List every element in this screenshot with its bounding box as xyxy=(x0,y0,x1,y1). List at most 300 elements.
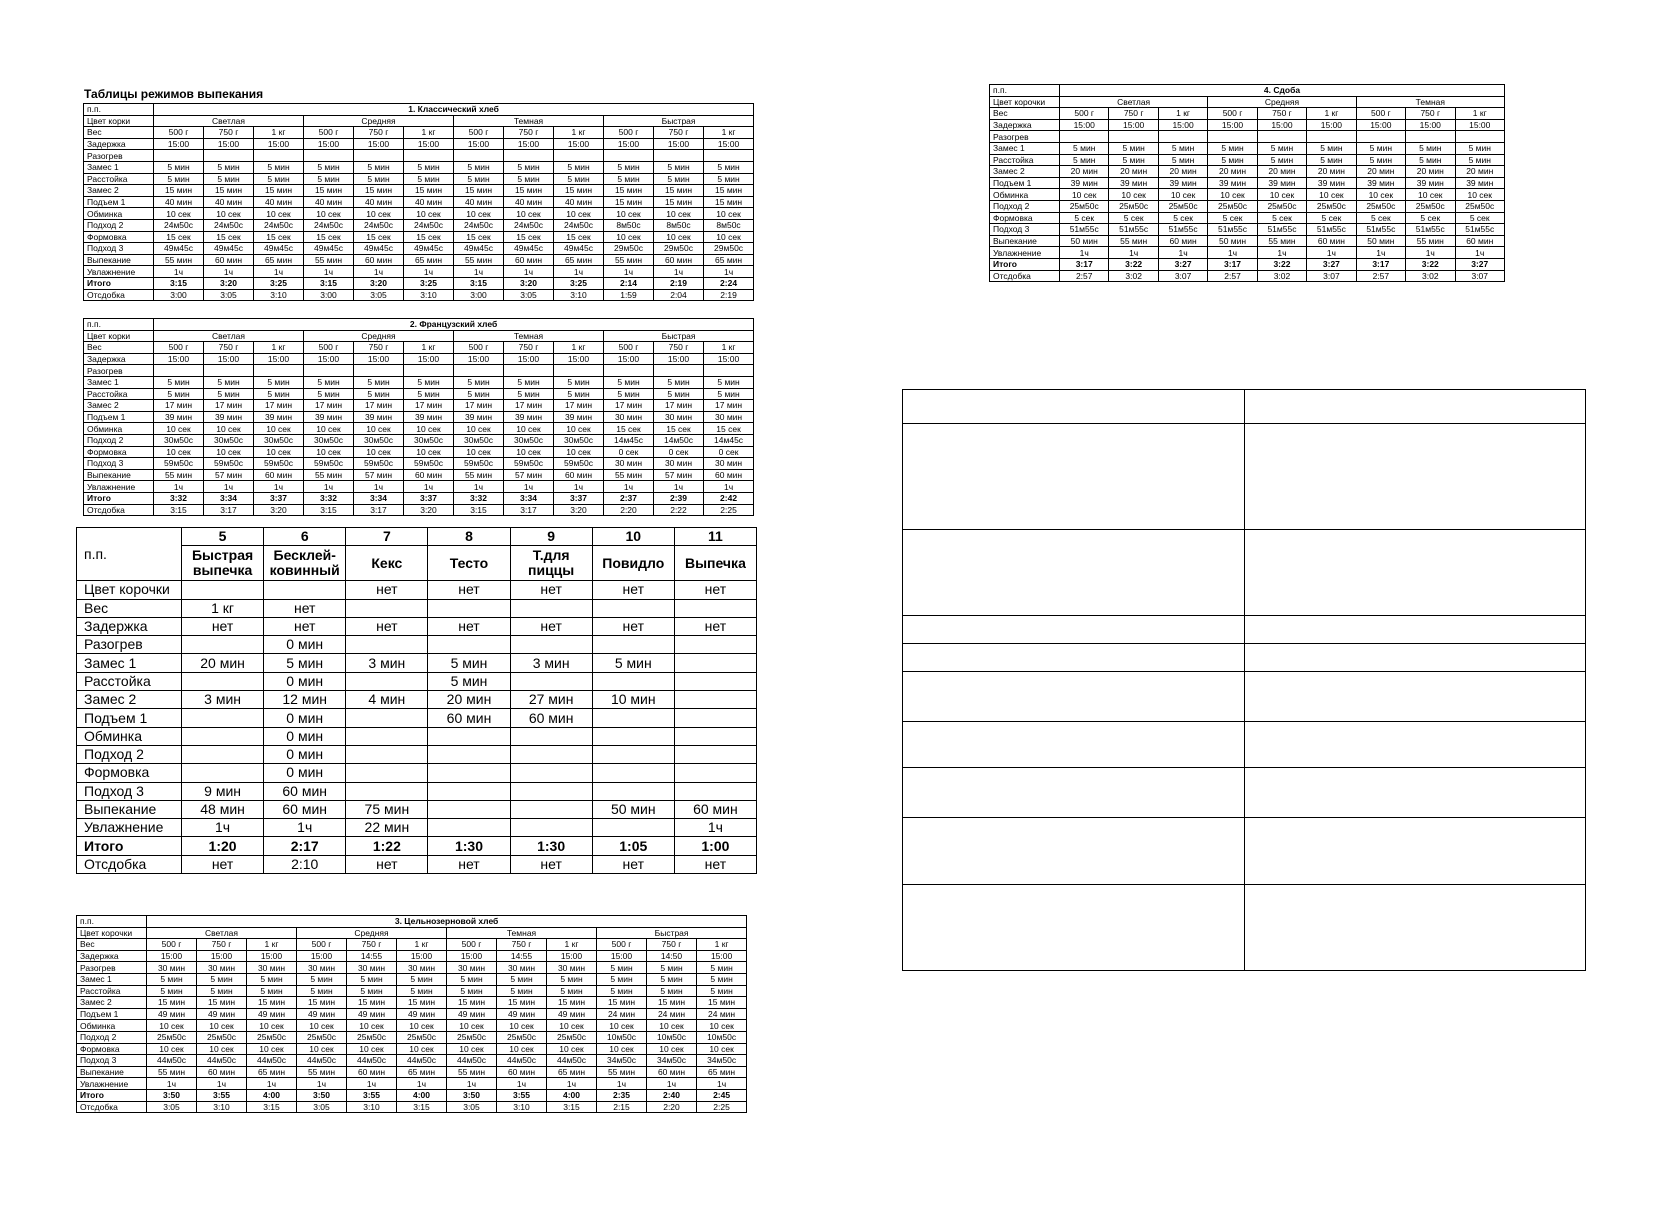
table-cell: 15:00 xyxy=(304,138,354,150)
empty-grid-row xyxy=(903,616,1586,644)
table-cell: 5 мин xyxy=(447,985,497,997)
header-label: п.п. xyxy=(84,319,154,331)
table-cell: 10 сек xyxy=(304,446,354,458)
table-cell: 60 мин xyxy=(504,254,554,266)
table-cell xyxy=(182,581,264,599)
table-cell: 1 кг xyxy=(547,939,597,951)
table-cell: 5 мин xyxy=(404,376,454,388)
table-cell: 3:22 xyxy=(1109,258,1158,270)
table-cell: 15:00 xyxy=(304,353,354,365)
table-cell: нет xyxy=(346,855,428,873)
table-cell: 50 мин xyxy=(592,800,674,818)
row-label: Расстойка xyxy=(77,985,147,997)
table-cell: 65 мин xyxy=(254,254,304,266)
table-cell: 500 г xyxy=(454,127,504,139)
table-cell xyxy=(704,150,754,162)
table-cell xyxy=(1158,131,1207,143)
table-cell: 5 сек xyxy=(1356,212,1405,224)
table-cell xyxy=(654,150,704,162)
table-cell: 15:00 xyxy=(154,138,204,150)
table-cell: 30 мин xyxy=(247,962,297,974)
table-row xyxy=(84,196,754,208)
empty-grid-row xyxy=(903,672,1586,722)
table-cell: 10 сек xyxy=(147,1043,197,1055)
table-cell: 15 сек xyxy=(554,231,604,243)
table-cell: 30 мин xyxy=(397,962,447,974)
table-row xyxy=(990,119,1505,131)
table-cell: 2:40 xyxy=(647,1089,697,1101)
row-label: Обминка xyxy=(77,1020,147,1032)
table-cell: 1ч xyxy=(1307,247,1356,259)
empty-cell xyxy=(1244,672,1586,722)
table-cell: 25м50с xyxy=(1257,200,1306,212)
table-cell: 51м55с xyxy=(1307,224,1356,236)
table-cell: 0 мин xyxy=(264,709,346,727)
table-cell: 50 мин xyxy=(1356,235,1405,247)
row-label: Отсдобка xyxy=(77,855,182,873)
table-cell: 3 мин xyxy=(182,691,264,709)
table-cell: 10 сек xyxy=(704,208,754,220)
table-cell: 5 мин xyxy=(197,985,247,997)
table-row xyxy=(990,235,1505,247)
table-cell: 5 мин xyxy=(1158,142,1207,154)
table-cell: 15:00 xyxy=(447,950,497,962)
table-cell: 3:34 xyxy=(204,492,254,504)
table-cell: 15 мин xyxy=(247,997,297,1009)
table-cell: 15 сек xyxy=(204,231,254,243)
table-cell: нет xyxy=(264,617,346,635)
table-cell: 5 мин xyxy=(297,985,347,997)
table-cell: 49м45с xyxy=(504,243,554,255)
row-label: Увлажнение xyxy=(990,247,1060,259)
table-cell: 5 мин xyxy=(447,973,497,985)
table-cell: 10 сек xyxy=(254,208,304,220)
table-cell: 4 мин xyxy=(346,691,428,709)
table-cell: 5 мин xyxy=(1060,154,1109,166)
table-cell: 15 мин xyxy=(697,997,747,1009)
row-label: Задержка xyxy=(990,119,1060,131)
table-cell: 57 мин xyxy=(354,469,404,481)
table-cell: нет xyxy=(428,617,510,635)
table-cell: 65 мин xyxy=(397,1066,447,1078)
table-cell xyxy=(1109,131,1158,143)
table-cell xyxy=(346,764,428,782)
table-cell: 5 мин xyxy=(397,985,447,997)
empty-cell xyxy=(903,885,1245,971)
table-cell: 17 мин xyxy=(404,400,454,412)
table-cell: 15:00 xyxy=(154,353,204,365)
row-label: Подход 2 xyxy=(77,745,182,763)
table-row xyxy=(84,127,754,139)
table-row xyxy=(84,289,754,301)
table-cell: 3:15 xyxy=(304,504,354,516)
table-cell: 5 мин xyxy=(504,161,554,173)
table-cell: 5 мин xyxy=(547,973,597,985)
table-cell: нет xyxy=(592,581,674,599)
table-cell xyxy=(674,709,756,727)
table-row xyxy=(84,446,754,458)
table-cell: 10 сек xyxy=(204,208,254,220)
table-cell: 60 мин xyxy=(554,469,604,481)
table-cell: нет xyxy=(592,855,674,873)
table-cell xyxy=(346,782,428,800)
table-cell: 1 кг xyxy=(247,939,297,951)
table-cell: 25м50с xyxy=(1406,200,1455,212)
table-cell: 10 сек xyxy=(404,208,454,220)
table-cell: 59м50с xyxy=(204,458,254,470)
table-cell: 39 мин xyxy=(1455,177,1505,189)
program-name: Кекс xyxy=(346,546,428,581)
table-cell: 3:07 xyxy=(1455,270,1505,282)
table-row xyxy=(77,1008,747,1020)
table-cell: 0 сек xyxy=(604,446,654,458)
table-row xyxy=(84,504,754,516)
table-row xyxy=(84,266,754,278)
table-cell: 49м45с xyxy=(254,243,304,255)
table-cell: 48 мин xyxy=(182,800,264,818)
table-cell: 1ч xyxy=(654,266,704,278)
table-cell: 10 сек xyxy=(354,208,404,220)
table-cell: 39 мин xyxy=(454,411,504,423)
table-cell: 1ч xyxy=(554,481,604,493)
table-cell: 2:04 xyxy=(654,289,704,301)
table-cell: 1ч xyxy=(504,266,554,278)
table-cell: 1ч xyxy=(397,1078,447,1090)
table-cell: 10 сек xyxy=(547,1043,597,1055)
table-cell: 15:00 xyxy=(654,138,704,150)
program-number: 11 xyxy=(674,528,756,546)
row-label: Задержка xyxy=(84,353,154,365)
row-label: Разогрев xyxy=(77,962,147,974)
table-cell: 3:17 xyxy=(204,504,254,516)
table-cell: 55 мин xyxy=(604,469,654,481)
table-cell: 15:00 xyxy=(697,950,747,962)
table-cell: 3:07 xyxy=(1307,270,1356,282)
table-cell: 15:00 xyxy=(397,950,447,962)
table-cell: 750 г xyxy=(197,939,247,951)
table-cell: 10 сек xyxy=(204,446,254,458)
row-label: Замес 2 xyxy=(77,997,147,1009)
row-label: Выпекание xyxy=(990,235,1060,247)
table-cell: 5 мин xyxy=(554,388,604,400)
table-cell: нет xyxy=(510,855,592,873)
table-cell xyxy=(654,365,704,377)
table-cell: 5 мин xyxy=(404,173,454,185)
table-cell: 44м50с xyxy=(447,1055,497,1067)
table-title: 2. Французский хлеб xyxy=(154,319,754,331)
table-cell: 15:00 xyxy=(704,138,754,150)
table-cell: 14м50с xyxy=(654,434,704,446)
table-cell: 5 мин xyxy=(354,161,404,173)
row-label: Расстойка xyxy=(84,173,154,185)
row-label: Замес 2 xyxy=(990,166,1060,178)
table-cell: 15:00 xyxy=(504,353,554,365)
table-cell: 15:00 xyxy=(704,353,754,365)
table-cell: 10 мин xyxy=(592,691,674,709)
table-cell: 60 мин xyxy=(264,782,346,800)
table-cell: 5 сек xyxy=(1208,212,1257,224)
table-cell: 5 мин xyxy=(254,376,304,388)
table-cell: 3:17 xyxy=(1208,258,1257,270)
row-label: Формовка xyxy=(84,446,154,458)
table-cell: 10 сек xyxy=(597,1043,647,1055)
table-cell: 15:00 xyxy=(654,353,704,365)
table-cell: 1ч xyxy=(264,819,346,837)
crust-group-header: Светлая xyxy=(154,330,304,342)
table-cell: 40 мин xyxy=(204,196,254,208)
table-cell: нет xyxy=(346,581,428,599)
row-label: Подход 2 xyxy=(84,219,154,231)
table-cell xyxy=(674,599,756,617)
row-label: Подход 2 xyxy=(84,434,154,446)
table-cell: 5 мин xyxy=(1257,142,1306,154)
table-cell: 5 мин xyxy=(354,388,404,400)
table-cell: 2:19 xyxy=(704,289,754,301)
table-cell: 3:15 xyxy=(454,277,504,289)
table-cell: 1ч xyxy=(447,1078,497,1090)
table-cell: 15:00 xyxy=(604,138,654,150)
table-cell: 3:20 xyxy=(554,504,604,516)
table-cell: 3:27 xyxy=(1307,258,1356,270)
table-cell xyxy=(346,709,428,727)
row-label: Подъем 1 xyxy=(990,177,1060,189)
table-cell xyxy=(592,599,674,617)
table-cell: 10 сек xyxy=(1109,189,1158,201)
table-cell xyxy=(1208,131,1257,143)
table-cell: 25м50с xyxy=(547,1031,597,1043)
table-cell: 17 мин xyxy=(304,400,354,412)
table-cell: 30 мин xyxy=(347,962,397,974)
table-cell: 10м50с xyxy=(647,1031,697,1043)
program-name: Повидло xyxy=(592,546,674,581)
table-row xyxy=(990,142,1505,154)
row-label: Выпекание xyxy=(77,800,182,818)
table-cell: 10 сек xyxy=(1406,189,1455,201)
table-cell xyxy=(674,654,756,672)
table-cell: 3:55 xyxy=(197,1089,247,1101)
table-cell: 30м50с xyxy=(354,434,404,446)
table-cell: 1 кг xyxy=(182,599,264,617)
table-cell: 500 г xyxy=(154,342,204,354)
crust-group-header: Средняя xyxy=(304,115,454,127)
table-cell: 1ч xyxy=(182,819,264,837)
empty-cell xyxy=(903,390,1245,424)
table-cell: 15 мин xyxy=(447,997,497,1009)
table-cell: 5 мин xyxy=(554,376,604,388)
table-cell: 20 мин xyxy=(1356,166,1405,178)
row-label: Задержка xyxy=(84,138,154,150)
table-cell: 10 сек xyxy=(1356,189,1405,201)
table-cell: 40 мин xyxy=(404,196,454,208)
table-cell: 1ч xyxy=(1356,247,1405,259)
table-cell: 27 мин xyxy=(510,691,592,709)
table-cell: 5 мин xyxy=(1158,154,1207,166)
row-label: Вес xyxy=(77,939,147,951)
table-cell: 10 сек xyxy=(1307,189,1356,201)
table-row xyxy=(77,654,757,672)
table-cell: 10 сек xyxy=(547,1020,597,1032)
table-row xyxy=(77,939,747,951)
table-cell: 17 мин xyxy=(354,400,404,412)
table-row xyxy=(84,243,754,255)
table-row xyxy=(84,219,754,231)
table-cell: 500 г xyxy=(1060,108,1109,120)
table-french-bread xyxy=(83,318,754,516)
table-cell: 3:17 xyxy=(354,504,404,516)
program-number: 7 xyxy=(346,528,428,546)
table-cell: 10 сек xyxy=(654,208,704,220)
table-cell: 24м50с xyxy=(404,219,454,231)
table-row xyxy=(84,277,754,289)
empty-cell xyxy=(903,530,1245,616)
row-label: Итого xyxy=(84,492,154,504)
table-cell: 39 мин xyxy=(504,411,554,423)
table-cell: 5 мин xyxy=(454,376,504,388)
table-cell: 24м50с xyxy=(304,219,354,231)
table-cell: 5 мин xyxy=(647,985,697,997)
table-cell xyxy=(254,365,304,377)
table-cell: 3:00 xyxy=(454,289,504,301)
table-cell: 24м50с xyxy=(204,219,254,231)
table-row xyxy=(84,161,754,173)
table-row xyxy=(77,962,747,974)
table-row xyxy=(77,1078,747,1090)
table-cell: 55 мин xyxy=(454,469,504,481)
table-cell: 5 мин xyxy=(154,161,204,173)
table-cell: 5 мин xyxy=(554,173,604,185)
table-cell: 500 г xyxy=(454,342,504,354)
table-cell: 1ч xyxy=(404,266,454,278)
table-cell: 60 мин xyxy=(204,254,254,266)
table-title: 3. Цельнозерновой хлеб xyxy=(147,916,747,928)
table-cell: 3:00 xyxy=(154,289,204,301)
table-classic-bread xyxy=(83,103,754,301)
table-cell: 3:50 xyxy=(147,1089,197,1101)
table-row xyxy=(77,985,747,997)
table-cell: 500 г xyxy=(604,342,654,354)
table-cell: 15 мин xyxy=(347,997,397,1009)
table-cell: 3:10 xyxy=(254,289,304,301)
page-title: Таблицы режимов выпекания xyxy=(84,87,264,101)
table-cell: 5 мин xyxy=(1406,154,1455,166)
empty-cell xyxy=(1244,722,1586,768)
table-cell xyxy=(354,365,404,377)
table-cell xyxy=(1356,131,1405,143)
empty-cell xyxy=(903,722,1245,768)
table-cell: 15 мин xyxy=(197,997,247,1009)
table-cell xyxy=(510,782,592,800)
table-cell: 15:00 xyxy=(547,950,597,962)
table-cell: 59м50с xyxy=(304,458,354,470)
table-cell: 5 мин xyxy=(397,973,447,985)
crust-group-header: Светлая xyxy=(154,115,304,127)
table-cell: 5 мин xyxy=(404,388,454,400)
table-cell: 3:55 xyxy=(347,1089,397,1101)
table-cell: 44м50с xyxy=(547,1055,597,1067)
table-cell: 15 сек xyxy=(254,231,304,243)
table-cell: 15 мин xyxy=(597,997,647,1009)
row-label: Формовка xyxy=(77,764,182,782)
table-cell xyxy=(182,745,264,763)
table-cell: 40 мин xyxy=(554,196,604,208)
table-cell: 10 сек xyxy=(554,208,604,220)
empty-cell xyxy=(1244,644,1586,672)
table-cell: 1 кг xyxy=(1158,108,1207,120)
table-cell: 1ч xyxy=(354,266,404,278)
table-cell: 3:32 xyxy=(154,492,204,504)
table-cell: 24 мин xyxy=(647,1008,697,1020)
table-cell xyxy=(204,150,254,162)
table-cell: 44м50с xyxy=(397,1055,447,1067)
table-row xyxy=(84,342,754,354)
table-row xyxy=(77,617,757,635)
row-label: Задержка xyxy=(77,950,147,962)
table-cell: 10 сек xyxy=(347,1043,397,1055)
table-cell: 5 мин xyxy=(604,388,654,400)
table-cell: 5 мин xyxy=(597,962,647,974)
row-label: Подход 3 xyxy=(84,243,154,255)
table-cell: 10 сек xyxy=(697,1020,747,1032)
table-cell: 15:00 xyxy=(1109,119,1158,131)
table-cell xyxy=(428,782,510,800)
table-cell: 10 сек xyxy=(354,423,404,435)
table-cell: 10 сек xyxy=(297,1043,347,1055)
table-cell: 24 мин xyxy=(697,1008,747,1020)
table-cell: 49 мин xyxy=(397,1008,447,1020)
empty-grid-row xyxy=(903,722,1586,768)
table-cell xyxy=(1455,131,1505,143)
table-cell: 5 мин xyxy=(264,654,346,672)
table-cell: 55 мин xyxy=(1406,235,1455,247)
table-cell: 3:05 xyxy=(297,1101,347,1113)
table-row xyxy=(990,212,1505,224)
table-cell: 5 сек xyxy=(1307,212,1356,224)
table-cell: нет xyxy=(674,581,756,599)
table-cell: 500 г xyxy=(154,127,204,139)
row-label: Увлажнение xyxy=(84,266,154,278)
table-cell: 30 мин xyxy=(704,411,754,423)
table-cell: 15 сек xyxy=(404,231,454,243)
table-cell: 1ч xyxy=(154,481,204,493)
table-cell: 65 мин xyxy=(697,1066,747,1078)
table-cell: 5 мин xyxy=(654,388,704,400)
table-row xyxy=(84,376,754,388)
row-label: Подъем 1 xyxy=(84,411,154,423)
table-cell: 3:34 xyxy=(504,492,554,504)
table-cell: 10 сек xyxy=(454,208,504,220)
table-cell: 750 г xyxy=(347,939,397,951)
table-cell: 1ч xyxy=(1455,247,1505,259)
table-cell: 51м55с xyxy=(1158,224,1207,236)
table-cell xyxy=(674,745,756,763)
table-cell: 1:05 xyxy=(592,837,674,855)
table-cell xyxy=(346,745,428,763)
table-cell: 60 мин xyxy=(254,469,304,481)
row-label: Разогрев xyxy=(84,150,154,162)
table-cell xyxy=(592,709,674,727)
table-cell xyxy=(454,365,504,377)
table-cell: 15 мин xyxy=(647,997,697,1009)
empty-grid-row xyxy=(903,885,1586,971)
table-row xyxy=(990,189,1505,201)
table-cell: 49 мин xyxy=(497,1008,547,1020)
table-cell: 10 сек xyxy=(454,446,504,458)
table-cell: 14м45с xyxy=(704,434,754,446)
table-cell: 30 мин xyxy=(447,962,497,974)
table-cell: 55 мин xyxy=(304,469,354,481)
table-cell: 1ч xyxy=(497,1078,547,1090)
table-cell: 3:20 xyxy=(204,277,254,289)
